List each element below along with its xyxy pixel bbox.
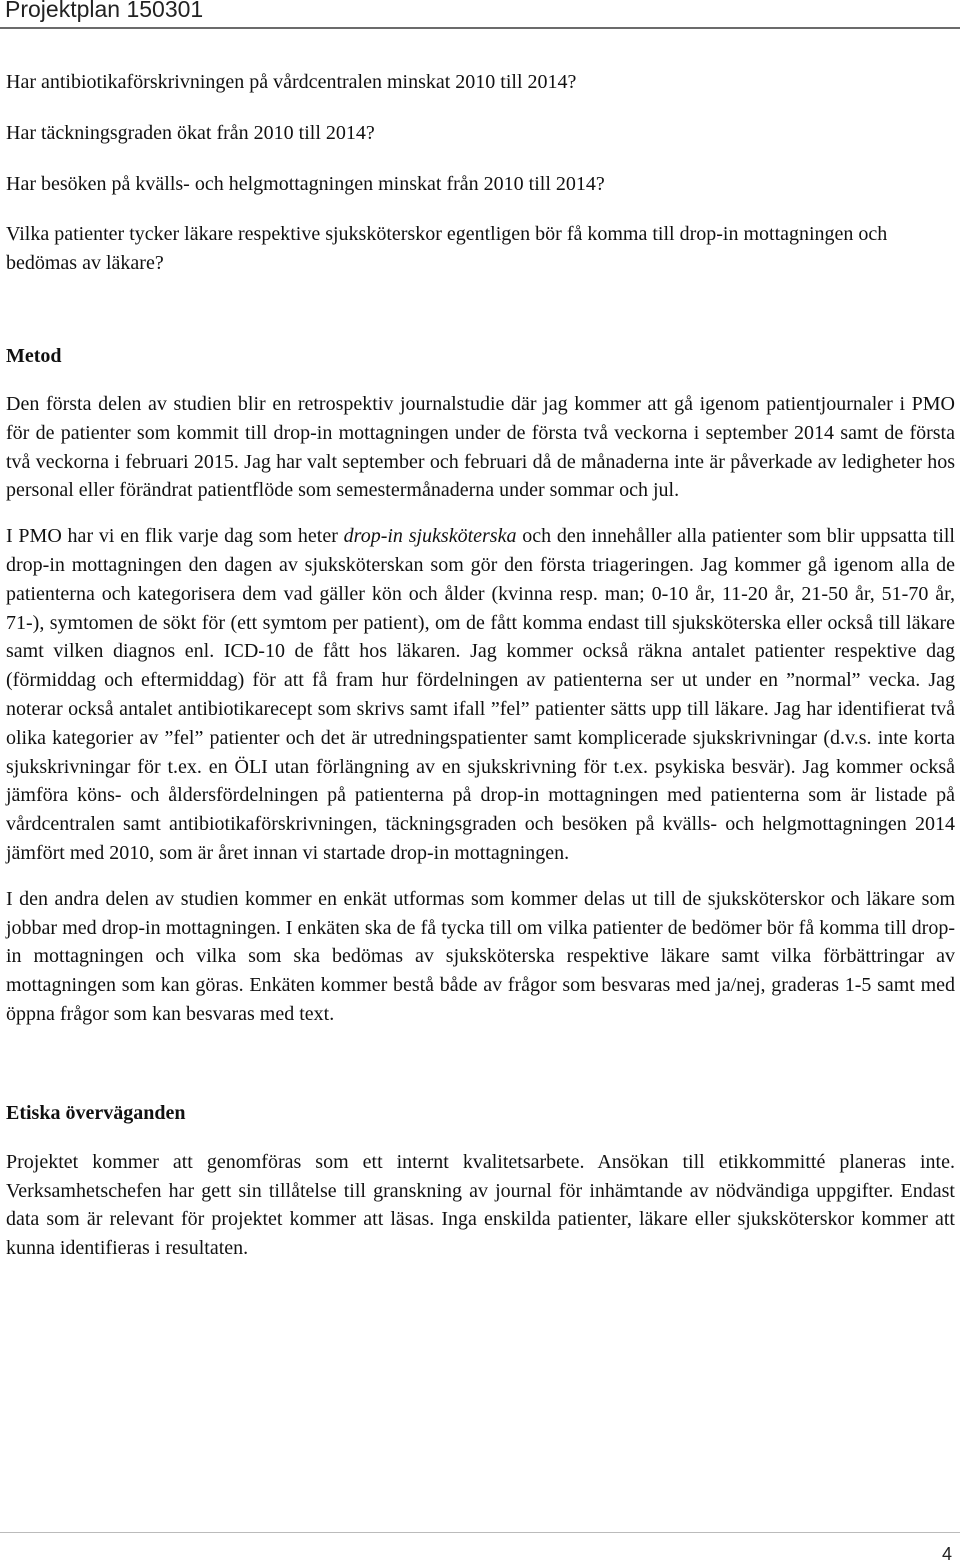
metod-paragraph-2 xyxy=(6,522,955,868)
metod-p2-rest: och den innehåller alla patienter som blir uppsatta till drop-in mottagningen den dagen av sjuksköterskan som gör den första triageringen. Jag kommer gå igenom alla de patienterna och kategorisera dem vad gäller kön och ålder (kvinna resp. man; 0-10 år, 11-20 år, 21-50 år, 51-70 år, 71-), symtomen de sökt för (ett symtom per patient), om de fått komma endast till sjuksköterska eller också till läkare samt vilken diagnos enl. ICD-10 de fått hos läkaren. Jag kommer också räkna antalet patienter respektive dag (förmiddag och eftermiddag) för att få fram hur fördelningen av patienterna ser ut under en ”normal” vecka. Jag noterar också antalet antibiotikarecept som skrivs samt ifall ”fel” patienter sätts upp till läkare. Jag har identifierat två olika kategorier av ”fel” patienter och det är utredningspatienter samt komplicerade sjukskrivningar (d.v.s. inte korta sjukskrivningar för t.ex. en ÖLI utan förlängning av en sjukskrivning för t.ex. psykiska besvär). Jag kommer också jämföra köns- och åldersfördelningen på patienterna på drop-in mottagningen med patienterna som är listade på vårdcentralen samt antibiotikaförskrivningen, täckningsgraden och besöken på kvälls- och helgmottagningen 2014 jämfört med 2010, som är året innan vi startade drop-in mottagningen. xyxy=(6,525,955,864)
italic-term: drop-in sjuksköterska xyxy=(343,525,517,548)
document-header: Projektplan 150301 xyxy=(5,0,204,22)
section-heading-metod: Metod xyxy=(6,344,62,367)
question-1: Har antibiotikaförskrivningen på vårdcentralen minskat 2010 till 2014? xyxy=(6,71,577,93)
metod-paragraph-1: Den första delen av studien blir en retrospektiv journalstudie där jag kommer att gå igenom patientjournaler i PMO för de patienter som kommit till drop-in mottagningen under de första två veckorna i september 2014 samt de första två veckorna i februari 2015. Jag har valt september och februari då de månaderna inte är påverkade av ledigheter hos personal eller förändrat patientflöde som semestermånaderna under sommar och jul. xyxy=(6,392,955,502)
page-number: 4 xyxy=(941,1544,952,1564)
page-body xyxy=(6,68,955,1263)
question-3: Har besöken på kvälls- och helgmottagningen minskat från 2010 till 2014? xyxy=(6,172,605,195)
metod-paragraph-3: I den andra delen av studien kommer en enkät utformas som kommer delas ut till de sjuksköterskor och läkare som jobbar med drop-in mottagningen. I enkäten ska de få tycka till om vilka patienter de bedömer bör få komma till drop-in mottagningen och vilka som ska bedömas av sjuksköterska respektive läkare samt vilka förbättringar av mottagningen som kan göras. Enkäten kommer bestå både av frågor som besvaras med ja/nej, graderas 1-5 samt med öppna frågor som kan besvaras med text. xyxy=(6,887,955,1025)
metod-p2-start: I PMO har vi en flik varje dag som heter xyxy=(6,525,344,548)
header-rule xyxy=(0,27,960,29)
question-4: Vilka patienter tycker läkare respektive sjuksköterskor egentligen bör få komma till drop-in mottagningen och bedömas av läkare? xyxy=(6,223,888,275)
section-heading-etiska: Etiska överväganden xyxy=(6,1101,186,1124)
question-2: Har täckningsgraden ökat från 2010 till 2014? xyxy=(6,121,375,144)
footer-rule xyxy=(0,1532,960,1533)
etiska-paragraph: Projektet kommer att genomföras som ett internt kvalitetsarbete. Ansökan till etikkommitté planeras inte. Verksamhetschefen har gett sin tillåtelse till granskning av journal för inhämtande av nödvändiga uppgifter. Endast data som är relevant för projektet kommer att läsas. Inga enskilda patienter, läkare eller sjuksköterskor kommer att kunna identifieras i resultaten. xyxy=(6,1150,955,1260)
